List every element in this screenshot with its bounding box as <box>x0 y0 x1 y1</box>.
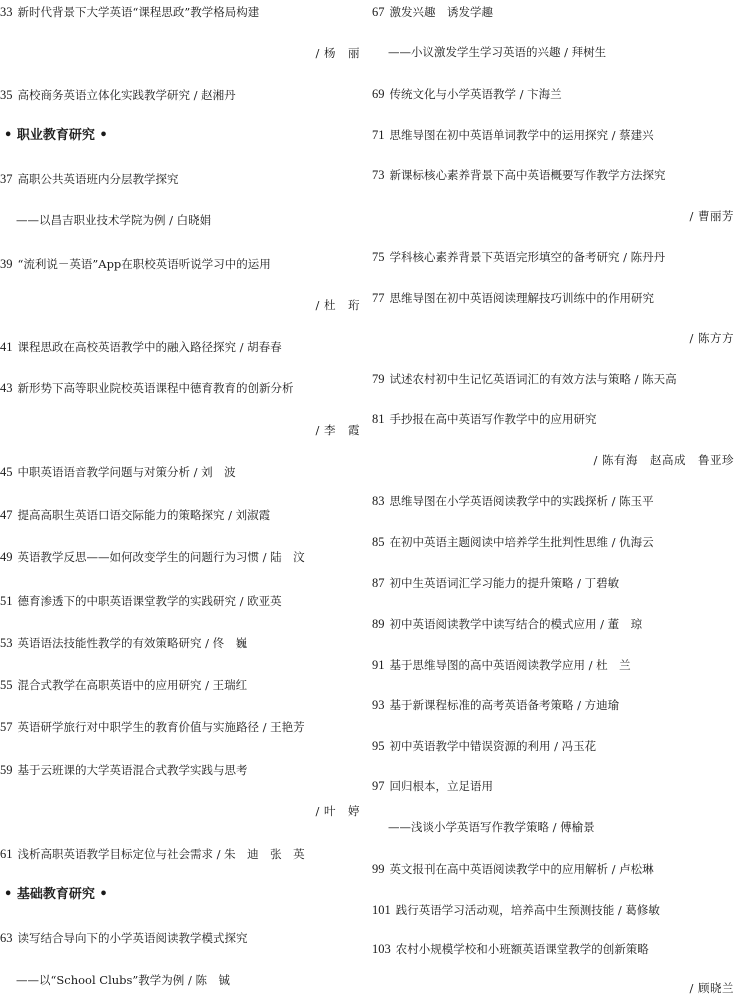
entry-author: / 杜 珩 <box>315 298 360 312</box>
toc-entry <box>372 941 734 957</box>
page-number: 85 <box>372 535 385 549</box>
entry-author: / 顾晓兰 <box>689 981 734 995</box>
entry-title: 初中生英语词汇学习能力的提升策略 / 丁碧敏 <box>389 576 620 590</box>
entry-title: 手抄报在高中英语写作教学中的应用研究 <box>389 412 597 426</box>
page-number: 49 <box>0 550 13 564</box>
toc-entry <box>372 371 734 387</box>
page-number: 103 <box>372 942 391 956</box>
page-number: 61 <box>0 847 13 861</box>
page-number: 77 <box>372 291 385 305</box>
page-number: 83 <box>372 494 385 508</box>
toc-entry <box>0 339 360 355</box>
page-number: 93 <box>372 698 385 712</box>
toc-entry <box>0 549 360 565</box>
entry-title: 农村小规模学校和小班额英语课堂教学的创新策略 <box>395 942 649 956</box>
toc-entry <box>372 575 734 591</box>
page-number: 37 <box>0 172 13 186</box>
page-number: 87 <box>372 576 385 590</box>
entry-title: 新时代背景下大学英语“课程思政”教学格局构建 <box>17 5 260 19</box>
entry-subtitle: ——小议激发学生学习英语的兴趣 / 拜树生 <box>388 45 607 59</box>
toc-entry <box>0 464 360 480</box>
entry-title: 在初中英语主题阅读中培养学生批判性思维 / 仇海云 <box>389 535 654 549</box>
page-number: 63 <box>0 931 13 945</box>
toc-entry <box>372 290 734 306</box>
entry-title: 提高高职生英语口语交际能力的策略探究 / 刘淑霞 <box>17 508 271 522</box>
entry-title: 学科核心素养背景下英语完形填空的备考研究 / 陈丹丹 <box>389 250 666 264</box>
toc-entry <box>0 256 360 272</box>
toc-entry <box>0 380 360 396</box>
entry-title: 践行英语学习活动观，培养高中生预测技能 / 葛修敏 <box>395 903 660 917</box>
entry-title: 基于云班课的大学英语混合式教学实践与思考 <box>17 763 248 777</box>
section-heading: • 基础教育研究 • <box>4 887 108 902</box>
entry-title: 课程思政在高校英语教学中的融入路径探究 / 胡春春 <box>17 340 282 354</box>
entry-title: 初中英语教学中错误资源的利用 / 冯玉花 <box>389 739 597 753</box>
entry-title: 基于新课程标准的高考英语备考策略 / 方迪瑜 <box>389 698 620 712</box>
toc-entry <box>372 127 734 143</box>
entry-author: / 叶 婷 <box>315 804 360 818</box>
entry-title: 基于思维导图的高中英语阅读教学应用 / 杜 兰 <box>389 658 631 672</box>
entry-subtitle: ——以昌吉职业技术学院为例 / 白晓娟 <box>16 213 212 227</box>
toc-entry <box>0 677 360 693</box>
entry-title: 回归根本，立足语用 <box>389 779 493 793</box>
entry-title: 初中英语阅读教学中读写结合的模式应用 / 董 琼 <box>389 617 643 631</box>
entry-author: / 曹丽芳 <box>689 209 734 223</box>
page-number: 71 <box>372 128 385 142</box>
entry-title: 读写结合导向下的小学英语阅读教学模式探究 <box>17 931 248 945</box>
toc-entry <box>0 507 360 523</box>
entry-author: / 陈方方 <box>689 331 734 345</box>
entry-title: 思维导图在小学英语阅读教学中的实践探析 / 陈玉平 <box>389 494 654 508</box>
page-number: 39 <box>0 257 13 271</box>
toc-entry <box>372 657 734 673</box>
entry-title: 英文报刊在高中英语阅读教学中的应用解析 / 卢松琳 <box>389 862 654 876</box>
entry-title: 试述农村初中生记忆英语词汇的有效方法与策略 / 陈天高 <box>389 372 677 386</box>
toc-entry <box>372 493 734 509</box>
toc-entry <box>0 4 360 20</box>
entry-title: 激发兴趣 诱发学趣 <box>389 5 493 19</box>
toc-entry <box>0 719 360 735</box>
toc-entry <box>372 902 734 918</box>
entry-author: / 杨 丽 <box>315 46 360 60</box>
entry-title: 中职英语语音教学问题与对策分析 / 刘 波 <box>17 465 236 479</box>
toc-entry <box>0 762 360 778</box>
section-heading: • 职业教育研究 • <box>4 128 108 143</box>
page-number: 35 <box>0 88 13 102</box>
page-number: 99 <box>372 862 385 876</box>
entry-subtitle: ——以“School Clubs”教学为例 / 陈 铖 <box>16 973 230 987</box>
toc-entry <box>372 249 734 265</box>
page-number: 41 <box>0 340 13 354</box>
entry-author: / 陈有海 赵高成 鲁亚珍 <box>593 453 734 467</box>
page-number: 47 <box>0 508 13 522</box>
entry-title: 新形势下高等职业院校英语课程中德育教育的创新分析 <box>17 381 294 395</box>
toc-entry <box>372 167 734 183</box>
entry-title: 传统文化与小学英语教学 / 卞海兰 <box>389 87 562 101</box>
page-number: 33 <box>0 5 13 19</box>
page-number: 101 <box>372 903 391 917</box>
toc-entry <box>372 86 734 102</box>
toc-entry <box>372 534 734 550</box>
page-number: 95 <box>372 739 385 753</box>
page-number: 57 <box>0 720 13 734</box>
page-number: 45 <box>0 465 13 479</box>
entry-title: 高职公共英语班内分层教学探究 <box>17 172 179 186</box>
toc-entry <box>0 930 360 946</box>
toc-entry <box>372 411 734 427</box>
entry-subtitle: ——浅谈小学英语写作教学策略 / 傅榆景 <box>388 820 595 834</box>
page-number: 73 <box>372 168 385 182</box>
toc-entry <box>0 635 360 651</box>
page-number: 79 <box>372 372 385 386</box>
page-number: 67 <box>372 5 385 19</box>
toc-entry <box>0 171 360 187</box>
toc-entry <box>372 697 734 713</box>
toc-entry <box>372 738 734 754</box>
entry-title: 英语研学旅行对中职学生的教育价值与实施路径 / 王艳芳 <box>17 720 305 734</box>
entry-title: “流利说－英语”App在职校英语听说学习中的运用 <box>17 257 271 271</box>
toc-entry <box>372 778 734 794</box>
page-number: 59 <box>0 763 13 777</box>
toc-entry <box>0 593 360 609</box>
page-number: 89 <box>372 617 385 631</box>
toc-entry <box>372 4 734 20</box>
toc-entry <box>372 616 734 632</box>
toc-entry <box>0 87 360 103</box>
page-number: 97 <box>372 779 385 793</box>
entry-title: 浅析高职英语教学目标定位与社会需求 / 朱 迪 张 英 <box>17 847 305 861</box>
entry-title: 德育渗透下的中职英语课堂教学的实践研究 / 欧亚英 <box>17 594 282 608</box>
entry-author: / 李 霞 <box>315 423 360 437</box>
page-number: 43 <box>0 381 13 395</box>
entry-title: 思维导图在初中英语单词教学中的运用探究 / 蔡建兴 <box>389 128 654 142</box>
entry-title: 英语教学反思——如何改变学生的问题行为习惯 / 陆 汶 <box>17 550 305 564</box>
page-number: 69 <box>372 87 385 101</box>
page-number: 51 <box>0 594 13 608</box>
entry-title: 高校商务英语立体化实践教学研究 / 赵湘丹 <box>17 88 236 102</box>
toc-entry <box>0 846 360 862</box>
entry-title: 英语语法技能性教学的有效策略研究 / 佟 巍 <box>17 636 248 650</box>
page-number: 53 <box>0 636 13 650</box>
entry-title: 思维导图在初中英语阅读理解技巧训练中的作用研究 <box>389 291 654 305</box>
entry-title: 混合式教学在高职英语中的应用研究 / 王瑞红 <box>17 678 248 692</box>
page-number: 75 <box>372 250 385 264</box>
page-number: 55 <box>0 678 13 692</box>
entry-title: 新课标核心素养背景下高中英语概要写作教学方法探究 <box>389 168 666 182</box>
page-number: 91 <box>372 658 385 672</box>
page-number: 81 <box>372 412 385 426</box>
toc-entry <box>372 861 734 877</box>
